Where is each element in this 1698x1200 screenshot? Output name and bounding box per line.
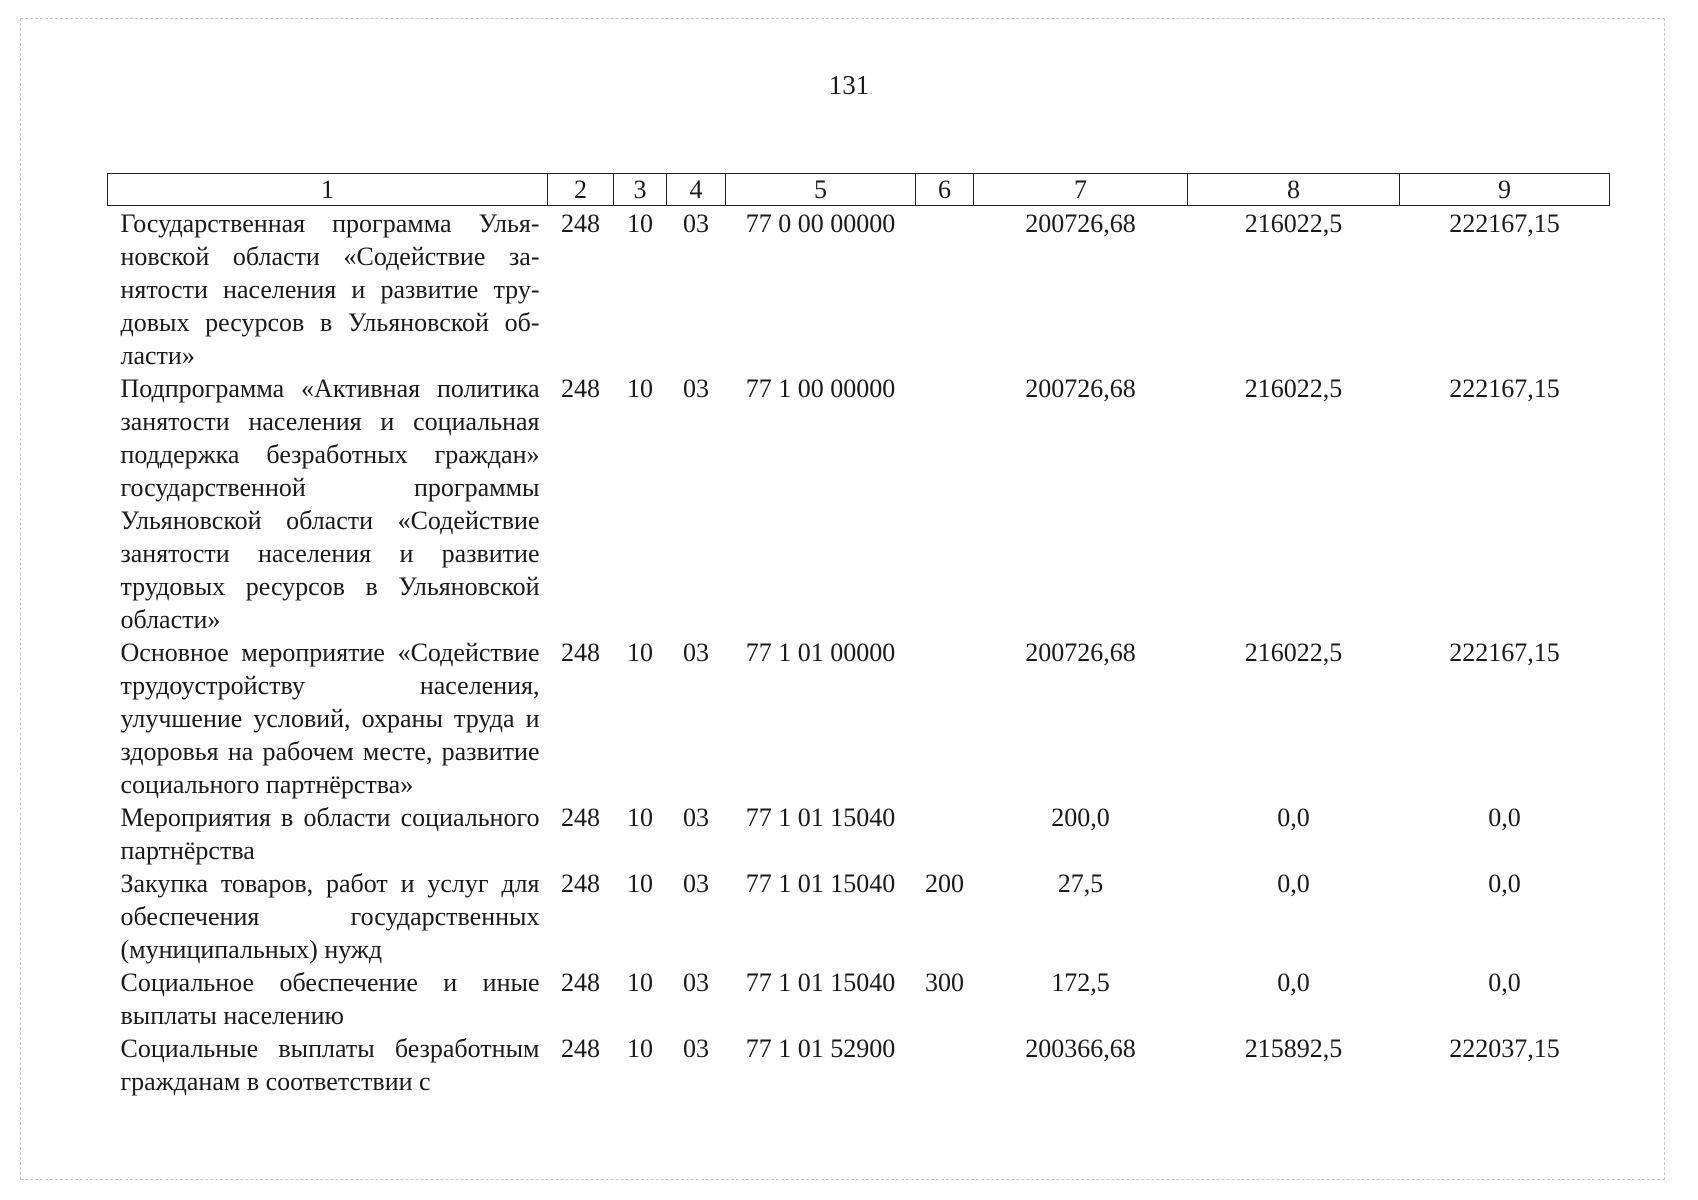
row-amount-7: 27,5 — [1057, 869, 1104, 898]
row-section: 10 — [627, 968, 653, 997]
header-col-8: 8 — [1188, 174, 1400, 206]
row-amount-7: 200726,68 — [1025, 209, 1136, 238]
row-section: 10 — [627, 638, 653, 667]
row-ministry-code: 248 — [561, 374, 600, 403]
row-amount-9: 0,0 — [1488, 968, 1521, 997]
row-expense-type — [916, 801, 974, 867]
row-amount-8: 215892,5 — [1244, 1034, 1343, 1063]
row-description: Закупка товаров, работ и услуг для обеспечения государственных (муниципальных) нужд — [120, 869, 540, 964]
row-description: Мероприятия в области социального партнёрства — [120, 803, 540, 865]
row-target-article: 77 1 01 52900 — [745, 1034, 896, 1063]
header-col-1: 1 — [108, 174, 548, 206]
row-amount-8: 216022,5 — [1244, 209, 1343, 238]
row-description: Социальные выплаты безработным гражданам в соответствии с — [120, 1034, 540, 1096]
row-target-article: 77 1 00 00000 — [745, 374, 896, 403]
row-ministry-code: 248 — [561, 803, 600, 832]
row-target-article: 77 1 01 15040 — [745, 803, 896, 832]
table-header — [108, 174, 1610, 206]
row-target-article: 77 1 01 15040 — [745, 869, 896, 898]
row-amount-9: 222037,15 — [1449, 1034, 1560, 1063]
row-expense-type — [916, 636, 974, 801]
row-section: 10 — [627, 374, 653, 403]
row-amount-7: 172,5 — [1051, 968, 1110, 997]
table-row — [108, 966, 1610, 1032]
row-amount-8: 0,0 — [1277, 803, 1310, 832]
row-ministry-code: 248 — [561, 869, 600, 898]
table-row — [108, 867, 1610, 966]
budget-table — [107, 173, 1610, 1098]
row-description: Основное мероприятие «Содействие трудоустройству населения, улучшение условий, охраны труда и здоровья на рабочем месте, развитие социального партнёрства» — [120, 638, 540, 799]
row-section: 10 — [627, 869, 653, 898]
row-expense-type — [916, 206, 974, 373]
row-amount-8: 0,0 — [1277, 869, 1310, 898]
row-subsection: 03 — [683, 869, 709, 898]
row-amount-7: 200726,68 — [1025, 374, 1136, 403]
row-amount-8: 0,0 — [1277, 968, 1310, 997]
row-amount-7: 200,0 — [1051, 803, 1110, 832]
row-expense-type — [916, 1032, 974, 1098]
row-subsection: 03 — [683, 968, 709, 997]
row-expense-type: 200 — [925, 869, 964, 898]
row-section: 10 — [627, 209, 653, 238]
header-col-5: 5 — [726, 174, 916, 206]
table-row — [108, 801, 1610, 867]
row-amount-9: 0,0 — [1488, 869, 1521, 898]
row-amount-9: 222167,15 — [1449, 374, 1560, 403]
table-row — [108, 206, 1610, 373]
table-row — [108, 1032, 1610, 1098]
row-amount-9: 222167,15 — [1449, 638, 1560, 667]
table-body — [108, 206, 1610, 1099]
row-amount-8: 216022,5 — [1244, 374, 1343, 403]
row-subsection: 03 — [683, 209, 709, 238]
row-ministry-code: 248 — [561, 968, 600, 997]
row-amount-9: 222167,15 — [1449, 209, 1560, 238]
header-col-2: 2 — [548, 174, 614, 206]
row-description: Государственная программа Ульяновской области «Содействие занятости населения и развитие трудовых ресурсов в Ульяновской области» — [120, 209, 540, 370]
row-subsection: 03 — [683, 374, 709, 403]
header-col-6: 6 — [916, 174, 974, 206]
row-expense-type — [916, 372, 974, 636]
row-subsection: 03 — [683, 638, 709, 667]
row-ministry-code: 248 — [561, 638, 600, 667]
row-amount-9: 0,0 — [1488, 803, 1521, 832]
row-amount-7: 200726,68 — [1025, 638, 1136, 667]
page-number: 131 — [828, 70, 870, 100]
header-col-7: 7 — [974, 174, 1188, 206]
row-ministry-code: 248 — [561, 209, 600, 238]
row-section: 10 — [627, 1034, 653, 1063]
row-amount-7: 200366,68 — [1025, 1034, 1136, 1063]
header-col-3: 3 — [614, 174, 667, 206]
row-section: 10 — [627, 803, 653, 832]
row-ministry-code: 248 — [561, 1034, 600, 1063]
table-row — [108, 636, 1610, 801]
row-subsection: 03 — [683, 803, 709, 832]
row-target-article: 77 1 01 00000 — [745, 638, 896, 667]
row-target-article: 77 1 01 15040 — [745, 968, 896, 997]
row-amount-8: 216022,5 — [1244, 638, 1343, 667]
row-target-article: 77 0 00 00000 — [745, 209, 896, 238]
header-row — [108, 174, 1610, 206]
row-subsection: 03 — [683, 1034, 709, 1063]
header-col-4: 4 — [667, 174, 726, 206]
header-col-9: 9 — [1400, 174, 1610, 206]
row-expense-type: 300 — [925, 968, 964, 997]
row-description: Подпрограмма «Активная политика занятости населения и социальная поддержка безработных граждан» государственной программы Ульяновской области «Содействие занятости населения и развитие трудовых ресурсов в Ульяновской области» — [120, 374, 540, 634]
row-description: Социальное обеспечение и иные выплаты населению — [120, 968, 540, 1030]
table-row — [108, 372, 1610, 636]
